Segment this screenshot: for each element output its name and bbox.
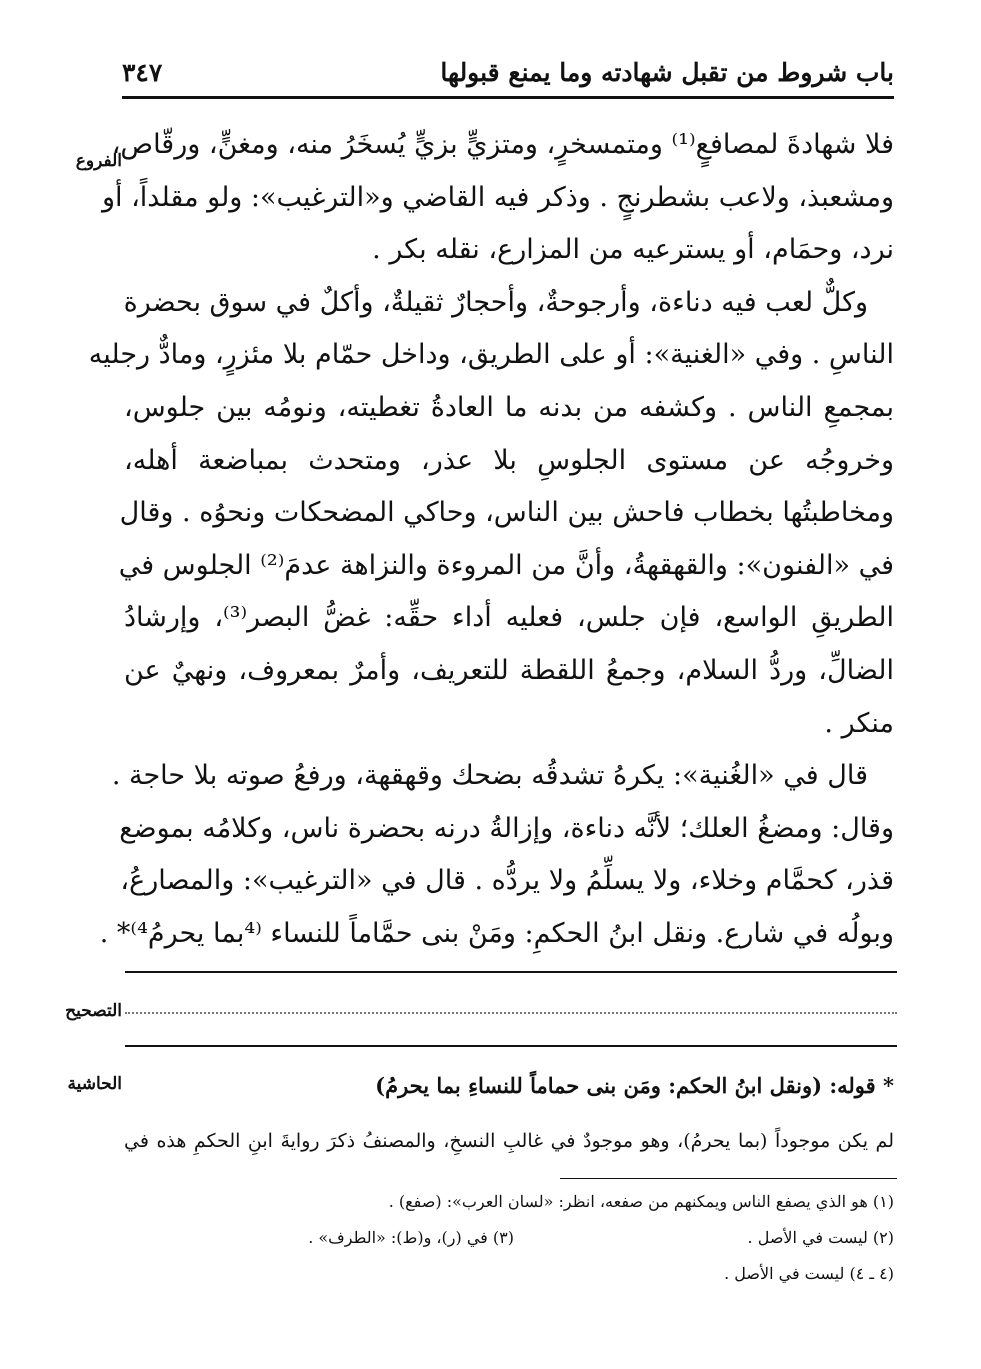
margin-label-hashiya: الحاشية	[67, 1074, 122, 1094]
footnote-1: (١) هو الذي يصفع الناس ويمكنهم من صفعه، انظر: «لسان العرب»: (صفع) .	[388, 1192, 894, 1211]
footnote-4: (٤ ـ ٤) ليست في الأصل .	[724, 1264, 894, 1283]
section-rule	[125, 1045, 897, 1047]
text-line: قذر، كحمَّام وخلاء، ولا يسلِّمُ ولا يردُّه . قال في «الترغيب»: والمصارعُ،	[120, 865, 894, 897]
footnote-row	[124, 1187, 894, 1217]
text-line: وبولُه في شارع. ونقل ابنُ الحكمِ: ومَنْ بنى حمَّاماً للنساء ⁽⁴بما يحرمُ⁴⁾* .	[99, 917, 894, 949]
text-line: وقال: ومضغُ العلك؛ لأنَّه دناءة، وإزالةُ درنه بحضرة ناس، وكلامُه بموضع	[119, 812, 894, 844]
margin-label-furu: الفروع	[75, 151, 122, 171]
text-line: قال في «الغُنية»: يكرهُ تشدقُه بضحك وقهقهة، ورفعُ صوته بلا حاجة .	[111, 760, 868, 792]
text-line: فلا شهادةَ لمصافعٍ⁽¹⁾ ومتمسخرٍ، ومتزيٍّ بزيٍّ يُسخَرُ منه، ومغنٍّ، ورقّاص،	[111, 129, 894, 160]
text-line: نرد، وحمَام، أو يسترعيه من المزارع، نقله بكر .	[372, 234, 894, 266]
margin-label-tashih: التصحيح	[65, 1001, 122, 1021]
footnote-2: (٢) ليست في الأصل .	[747, 1228, 894, 1247]
footnote-3: (٣) في (ر)، و(ط): «الطرف» .	[308, 1228, 514, 1247]
footnote-row	[124, 1223, 894, 1253]
footnote-row	[124, 1259, 894, 1289]
text-line: بمجمعِ الناس . وكشفه من بدنه ما العادةُ تغطيته، ونومُه بين جلوس،	[124, 391, 894, 423]
text-line: في «الفنون»: والقهقهةُ، وأنَّ من المروءة والنزاهة عدمَ⁽²⁾ الجلوس في	[118, 549, 894, 581]
text-line: الضالِّ، وردُّ السلام، وجمعُ اللقطة للتعريف، وأمرٌ بمعروف، ونهيٌ عن	[124, 654, 894, 686]
text-line: ومخاطبتُها بخطاب فاحش بين الناس، وحاكي المضحكات ونحوُه . وقال	[119, 497, 894, 529]
footnote-separator	[560, 1178, 897, 1179]
hashiya-heading: * قوله: (ونقل ابنُ الحكم: ومَن بنى حماماً للنساءِ بما يحرمُ)	[375, 1073, 894, 1098]
text-line: الطريقِ الواسع، فإن جلس، فعليه أداء حقِّه: غضُّ البصر⁽³⁾، وإرشادُ	[124, 602, 894, 634]
chapter-title: باب شروط من تقبل شهادته وما يمنع قبولها	[440, 58, 894, 87]
text-line: ومشعبذ، ولاعب بشطرنجٍ . وذكر فيه القاضي و«الترغيب»: ولو مقلداً، أو	[101, 181, 894, 213]
text-line: منكر .	[824, 707, 894, 739]
page-number: ٣٤٧	[122, 58, 163, 87]
running-header	[122, 58, 894, 92]
text-line: وكلٌّ لعب فيه دناءة، وأرجوحةٌ، وأحجارٌ ثقيلةٌ، وأكلٌ في سوق بحضرة	[123, 286, 868, 318]
header-rule	[122, 96, 894, 99]
section-rule	[125, 971, 897, 973]
text-line: الناسِ . وفي «الغنية»: أو على الطريق، وداخل حمّام بلا مئزرٍ، ومادٌّ رجليه	[88, 339, 894, 371]
tashih-dotted-line	[125, 1012, 897, 1014]
text-line: وخروجُه عن مستوى الجلوسِ بلا عذر، ومتحدث بمباضعة أهله،	[124, 444, 894, 476]
hashiya-text: لم يكن موجوداً (بما يحرمُ)، وهو موجودٌ في غالبِ النسخِ، والمصنفُ ذكرَ روايةَ ابنِ الحكمِ هذه في	[124, 1130, 894, 1152]
